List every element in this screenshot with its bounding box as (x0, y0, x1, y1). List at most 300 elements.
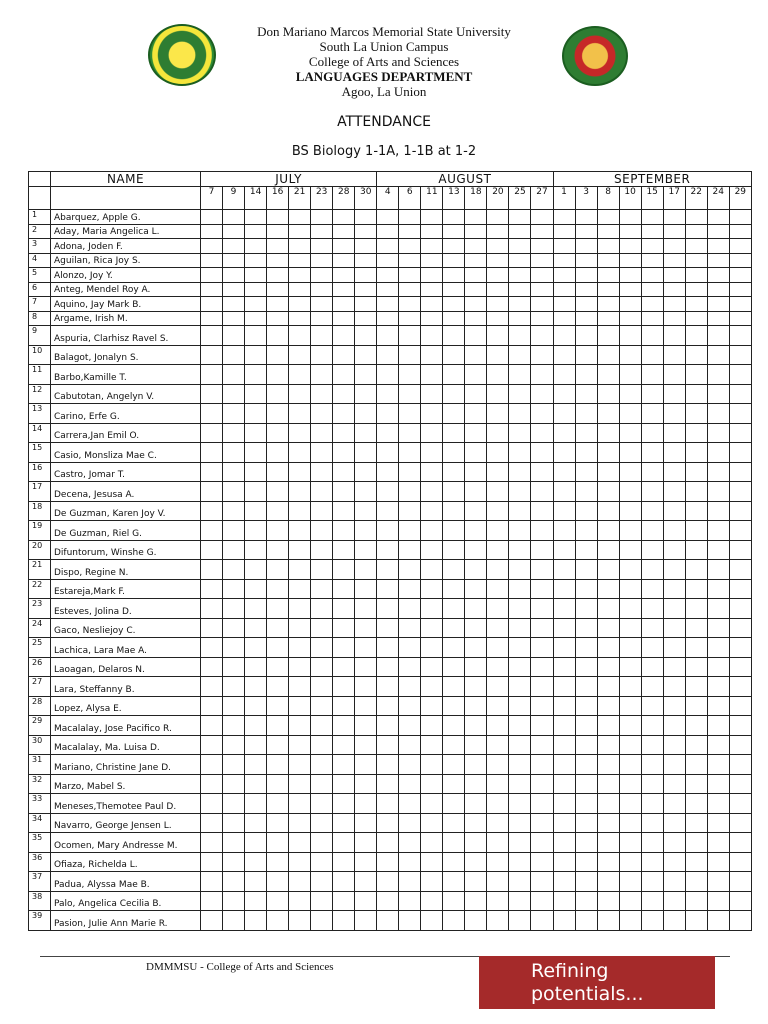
attendance-cell (465, 833, 487, 853)
attendance-cell (223, 852, 245, 872)
student-name: Aguilan, Rica Joy S. (51, 253, 201, 268)
attendance-cell (575, 253, 597, 268)
attendance-cell (575, 657, 597, 677)
attendance-cell (443, 224, 465, 239)
attendance-cell (553, 891, 575, 911)
attendance-cell (289, 253, 311, 268)
attendance-cell (707, 326, 729, 346)
attendance-cell (421, 755, 443, 775)
attendance-cell (575, 599, 597, 619)
attendance-cell (267, 735, 289, 755)
attendance-cell (377, 735, 399, 755)
attendance-cell (443, 326, 465, 346)
attendance-cell (223, 224, 245, 239)
row-number: 30 (29, 735, 51, 755)
attendance-cell (597, 657, 619, 677)
attendance-cell (465, 210, 487, 225)
attendance-cell (377, 482, 399, 502)
attendance-cell (597, 224, 619, 239)
attendance-cell (729, 774, 751, 794)
attendance-cell (465, 384, 487, 404)
attendance-cell (465, 443, 487, 463)
attendance-cell (289, 521, 311, 541)
attendance-cell (509, 224, 531, 239)
attendance-cell (223, 384, 245, 404)
attendance-cell (355, 384, 377, 404)
attendance-cell (399, 696, 421, 716)
row-number: 28 (29, 696, 51, 716)
attendance-cell (443, 521, 465, 541)
attendance-cell (289, 224, 311, 239)
attendance-cell (487, 540, 509, 560)
attendance-cell (575, 282, 597, 297)
attendance-cell (311, 365, 333, 385)
attendance-cell (707, 365, 729, 385)
attendance-cell (663, 735, 685, 755)
attendance-cell (575, 268, 597, 283)
attendance-cell (311, 482, 333, 502)
attendance-cell (355, 404, 377, 424)
attendance-cell (729, 501, 751, 521)
attendance-cell (333, 833, 355, 853)
row-number: 13 (29, 404, 51, 424)
attendance-cell (465, 794, 487, 814)
attendance-cell (531, 618, 553, 638)
attendance-cell (553, 618, 575, 638)
attendance-cell (223, 657, 245, 677)
attendance-cell (487, 311, 509, 326)
attendance-cell (641, 677, 663, 697)
attendance-cell (421, 813, 443, 833)
attendance-cell (597, 716, 619, 736)
document-header (0, 24, 768, 99)
attendance-cell (729, 443, 751, 463)
student-name: Alonzo, Joy Y. (51, 268, 201, 283)
table-row (29, 794, 752, 814)
attendance-cell (707, 345, 729, 365)
attendance-cell (377, 774, 399, 794)
attendance-cell (245, 268, 267, 283)
attendance-cell (465, 423, 487, 443)
attendance-cell (597, 326, 619, 346)
attendance-cell (267, 326, 289, 346)
attendance-cell (575, 618, 597, 638)
attendance-cell (707, 384, 729, 404)
attendance-cell (641, 657, 663, 677)
attendance-cell (267, 443, 289, 463)
attendance-cell (729, 224, 751, 239)
attendance-cell (289, 345, 311, 365)
attendance-cell (641, 540, 663, 560)
attendance-cell (509, 521, 531, 541)
table-row (29, 677, 752, 697)
attendance-cell (663, 638, 685, 658)
attendance-cell (399, 599, 421, 619)
attendance-cell (553, 657, 575, 677)
attendance-cell (575, 239, 597, 254)
student-name: Laoagan, Delaros N. (51, 657, 201, 677)
attendance-cell (421, 253, 443, 268)
attendance-cell (597, 696, 619, 716)
attendance-cell (641, 638, 663, 658)
attendance-cell (641, 462, 663, 482)
attendance-cell (729, 716, 751, 736)
attendance-cell (575, 872, 597, 892)
attendance-cell (597, 852, 619, 872)
attendance-cell (487, 443, 509, 463)
attendance-cell (663, 268, 685, 283)
attendance-cell (333, 852, 355, 872)
attendance-cell (333, 521, 355, 541)
attendance-cell (377, 224, 399, 239)
attendance-cell (575, 365, 597, 385)
attendance-cell (487, 677, 509, 697)
attendance-cell (311, 852, 333, 872)
student-name: Lachica, Lara Mae A. (51, 638, 201, 658)
attendance-cell (443, 253, 465, 268)
attendance-cell (421, 384, 443, 404)
attendance-cell (531, 268, 553, 283)
attendance-cell (223, 253, 245, 268)
attendance-cell (553, 813, 575, 833)
motto-line-1: Refining (531, 960, 609, 982)
attendance-cell (245, 716, 267, 736)
attendance-cell (509, 696, 531, 716)
attendance-cell (245, 239, 267, 254)
attendance-cell (685, 311, 707, 326)
attendance-cell (685, 638, 707, 658)
attendance-cell (289, 735, 311, 755)
table-row (29, 521, 752, 541)
attendance-cell (531, 253, 553, 268)
attendance-cell (377, 404, 399, 424)
student-name: Dispo, Regine N. (51, 560, 201, 580)
attendance-cell (729, 911, 751, 931)
attendance-cell (663, 599, 685, 619)
attendance-cell (487, 638, 509, 658)
attendance-cell (509, 239, 531, 254)
attendance-cell (223, 891, 245, 911)
attendance-cell (289, 599, 311, 619)
attendance-cell (443, 657, 465, 677)
attendance-cell (399, 638, 421, 658)
attendance-cell (597, 268, 619, 283)
month-header-august: AUGUST (377, 172, 553, 187)
attendance-cell (509, 560, 531, 580)
attendance-cell (619, 735, 641, 755)
attendance-cell (619, 443, 641, 463)
attendance-cell (245, 482, 267, 502)
student-name: Aday, Maria Angelica L. (51, 224, 201, 239)
attendance-cell (553, 521, 575, 541)
attendance-cell (355, 813, 377, 833)
attendance-cell (487, 365, 509, 385)
attendance-cell (487, 911, 509, 931)
attendance-cell (201, 638, 223, 658)
attendance-cell (267, 253, 289, 268)
attendance-table (28, 171, 752, 931)
attendance-cell (333, 579, 355, 599)
attendance-cell (575, 521, 597, 541)
attendance-cell (619, 540, 641, 560)
attendance-cell (553, 560, 575, 580)
table-row (29, 696, 752, 716)
attendance-cell (421, 560, 443, 580)
row-number: 25 (29, 638, 51, 658)
attendance-cell (311, 253, 333, 268)
attendance-cell (245, 618, 267, 638)
attendance-cell (685, 210, 707, 225)
row-number: 20 (29, 540, 51, 560)
attendance-cell (377, 833, 399, 853)
attendance-cell (333, 501, 355, 521)
attendance-cell (509, 423, 531, 443)
attendance-cell (575, 774, 597, 794)
table-row (29, 482, 752, 502)
student-name: Aspuria, Clarhisz Ravel S. (51, 326, 201, 346)
attendance-cell (443, 638, 465, 658)
attendance-cell (707, 423, 729, 443)
attendance-cell (377, 239, 399, 254)
attendance-cell (465, 755, 487, 775)
attendance-cell (729, 579, 751, 599)
attendance-cell (553, 872, 575, 892)
attendance-cell (289, 239, 311, 254)
attendance-cell (619, 297, 641, 312)
attendance-cell (223, 872, 245, 892)
row-number: 6 (29, 282, 51, 297)
attendance-cell (311, 345, 333, 365)
day-header: 25 (509, 187, 531, 210)
attendance-cell (597, 599, 619, 619)
attendance-cell (201, 210, 223, 225)
attendance-cell (729, 696, 751, 716)
attendance-cell (223, 521, 245, 541)
attendance-cell (223, 833, 245, 853)
attendance-cell (311, 297, 333, 312)
attendance-cell (531, 716, 553, 736)
attendance-cell (509, 755, 531, 775)
attendance-cell (443, 891, 465, 911)
attendance-cell (531, 755, 553, 775)
attendance-cell (267, 365, 289, 385)
attendance-cell (333, 268, 355, 283)
attendance-cell (377, 311, 399, 326)
attendance-cell (443, 268, 465, 283)
attendance-cell (575, 833, 597, 853)
attendance-cell (553, 716, 575, 736)
attendance-cell (245, 638, 267, 658)
student-name: Palo, Angelica Cecilia B. (51, 891, 201, 911)
attendance-cell (663, 345, 685, 365)
attendance-cell (465, 282, 487, 297)
attendance-cell (421, 716, 443, 736)
attendance-cell (641, 501, 663, 521)
attendance-cell (465, 891, 487, 911)
attendance-cell (289, 774, 311, 794)
attendance-cell (223, 677, 245, 697)
attendance-cell (685, 423, 707, 443)
attendance-cell (685, 365, 707, 385)
attendance-cell (333, 560, 355, 580)
attendance-cell (311, 774, 333, 794)
attendance-cell (531, 311, 553, 326)
attendance-cell (685, 297, 707, 312)
attendance-cell (355, 579, 377, 599)
attendance-cell (245, 311, 267, 326)
attendance-cell (443, 618, 465, 638)
attendance-cell (641, 345, 663, 365)
attendance-cell (619, 813, 641, 833)
attendance-cell (223, 462, 245, 482)
day-header: 10 (619, 187, 641, 210)
attendance-cell (421, 540, 443, 560)
attendance-cell (531, 365, 553, 385)
attendance-cell (311, 268, 333, 283)
attendance-cell (443, 833, 465, 853)
attendance-cell (333, 326, 355, 346)
attendance-cell (443, 365, 465, 385)
attendance-cell (399, 224, 421, 239)
attendance-cell (421, 326, 443, 346)
attendance-cell (443, 462, 465, 482)
attendance-cell (685, 345, 707, 365)
attendance-cell (553, 540, 575, 560)
row-number: 21 (29, 560, 51, 580)
attendance-cell (201, 501, 223, 521)
attendance-cell (465, 638, 487, 658)
attendance-cell (421, 482, 443, 502)
attendance-cell (223, 282, 245, 297)
attendance-cell (509, 482, 531, 502)
attendance-cell (487, 618, 509, 638)
table-row (29, 755, 752, 775)
attendance-cell (707, 297, 729, 312)
attendance-cell (553, 677, 575, 697)
attendance-cell (619, 384, 641, 404)
attendance-cell (223, 311, 245, 326)
page-subtitle: BS Biology 1-1A, 1-1B at 1-2 (291, 144, 477, 159)
attendance-cell (377, 794, 399, 814)
attendance-cell (685, 618, 707, 638)
attendance-cell (729, 872, 751, 892)
attendance-cell (707, 268, 729, 283)
attendance-cell (465, 774, 487, 794)
attendance-cell (311, 833, 333, 853)
attendance-cell (707, 579, 729, 599)
student-name: Carino, Erfe G. (51, 404, 201, 424)
attendance-cell (619, 833, 641, 853)
attendance-cell (641, 384, 663, 404)
attendance-cell (289, 755, 311, 775)
attendance-cell (267, 282, 289, 297)
attendance-cell (355, 462, 377, 482)
attendance-cell (223, 345, 245, 365)
attendance-cell (707, 716, 729, 736)
attendance-cell (377, 501, 399, 521)
attendance-cell (465, 404, 487, 424)
attendance-cell (311, 599, 333, 619)
motto-banner (479, 956, 715, 1009)
attendance-cell (553, 224, 575, 239)
attendance-cell (685, 404, 707, 424)
table-row (29, 345, 752, 365)
attendance-cell (245, 696, 267, 716)
attendance-cell (465, 365, 487, 385)
attendance-cell (333, 696, 355, 716)
attendance-cell (575, 579, 597, 599)
attendance-cell (245, 872, 267, 892)
attendance-cell (443, 911, 465, 931)
attendance-cell (641, 696, 663, 716)
attendance-cell (729, 482, 751, 502)
attendance-cell (289, 365, 311, 385)
attendance-cell (531, 638, 553, 658)
attendance-cell (443, 345, 465, 365)
attendance-cell (641, 774, 663, 794)
row-number: 17 (29, 482, 51, 502)
attendance-cell (245, 833, 267, 853)
attendance-cell (201, 852, 223, 872)
student-name: Pasion, Julie Ann Marie R. (51, 911, 201, 931)
student-name: De Guzman, Riel G. (51, 521, 201, 541)
attendance-cell (487, 813, 509, 833)
attendance-cell (333, 599, 355, 619)
attendance-cell (443, 282, 465, 297)
student-name: Decena, Jesusa A. (51, 482, 201, 502)
attendance-cell (289, 384, 311, 404)
attendance-cell (201, 282, 223, 297)
attendance-cell (553, 297, 575, 312)
row-number: 36 (29, 852, 51, 872)
attendance-cell (399, 253, 421, 268)
attendance-cell (311, 239, 333, 254)
attendance-cell (663, 443, 685, 463)
student-name: Lara, Steffanny B. (51, 677, 201, 697)
table-row (29, 282, 752, 297)
attendance-cell (575, 443, 597, 463)
day-header: 30 (355, 187, 377, 210)
attendance-cell (575, 560, 597, 580)
attendance-cell (421, 794, 443, 814)
attendance-cell (487, 794, 509, 814)
attendance-cell (597, 404, 619, 424)
attendance-cell (421, 282, 443, 297)
attendance-cell (553, 833, 575, 853)
attendance-cell (333, 365, 355, 385)
table-row (29, 326, 752, 346)
attendance-cell (729, 599, 751, 619)
attendance-cell (201, 735, 223, 755)
attendance-cell (553, 404, 575, 424)
attendance-cell (597, 443, 619, 463)
attendance-cell (509, 813, 531, 833)
attendance-cell (311, 911, 333, 931)
attendance-cell (553, 462, 575, 482)
attendance-cell (641, 423, 663, 443)
attendance-cell (223, 560, 245, 580)
day-header: 7 (201, 187, 223, 210)
attendance-cell (619, 560, 641, 580)
attendance-cell (663, 384, 685, 404)
attendance-cell (289, 462, 311, 482)
attendance-cell (443, 560, 465, 580)
attendance-cell (487, 384, 509, 404)
attendance-cell (685, 657, 707, 677)
table-row (29, 540, 752, 560)
attendance-cell (465, 224, 487, 239)
attendance-cell (531, 540, 553, 560)
